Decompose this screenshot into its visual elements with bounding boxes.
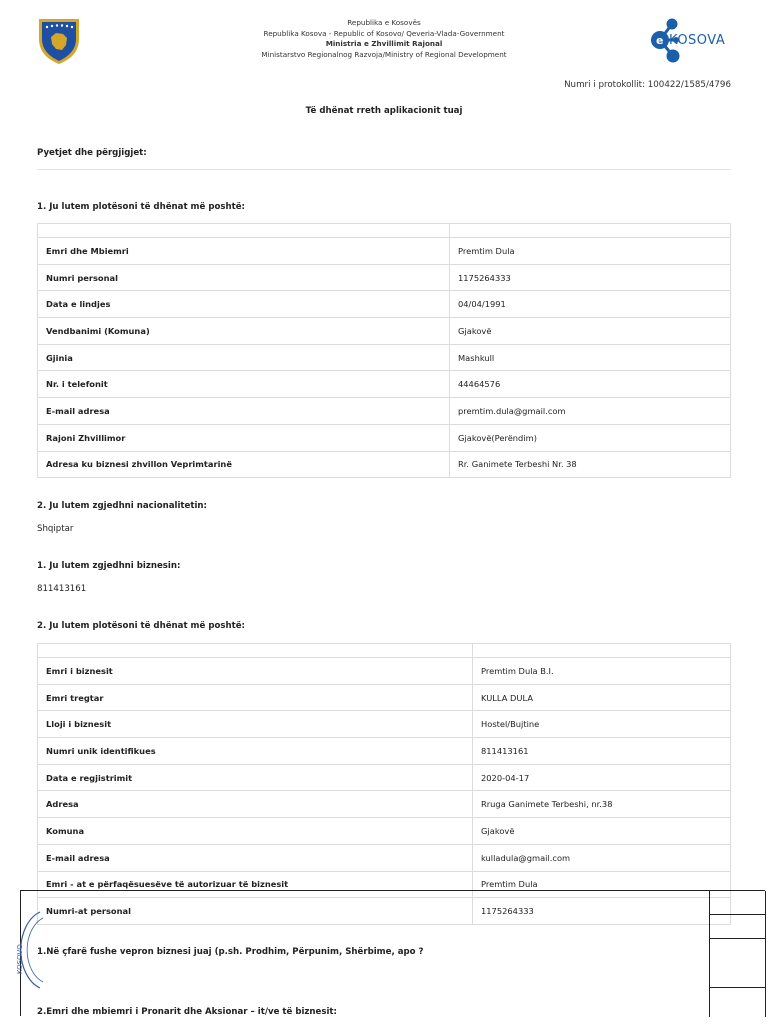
row-label: Numri personal xyxy=(38,264,450,291)
header-ministry: Ministria e Zhvillimit Rajonal xyxy=(325,39,443,48)
table-row xyxy=(38,684,731,711)
divider xyxy=(37,169,731,170)
row-label: Adresa xyxy=(38,791,473,818)
row-label: Lloji i biznesit xyxy=(38,711,473,738)
table-row xyxy=(38,711,731,738)
row-value: Rr. Ganimete Terbeshi Nr. 38 xyxy=(450,451,731,478)
row-value: 1175264333 xyxy=(450,264,731,291)
question-2: 2.Emri dhe mbiemri i Pronarit dhe Aksionar – it/ve të biznesit: xyxy=(37,1007,337,1017)
table-row xyxy=(38,764,731,791)
seal-text: KOSOVO xyxy=(16,944,24,974)
protocol-number: Numri i protokollit: 100422/1585/4796 xyxy=(564,80,731,90)
row-label: Emri - at e përfaqësuesëve të autorizuar të biznesit xyxy=(38,871,473,898)
table-row xyxy=(38,738,731,765)
row-label: Numri unik identifikues xyxy=(38,738,473,765)
section4-heading: 2. Ju lutem plotësoni të dhënat më poshtë: xyxy=(37,621,245,631)
row-value: 811413161 xyxy=(473,738,731,765)
stamp-line xyxy=(709,987,765,988)
row-value: 2020-04-17 xyxy=(473,764,731,791)
header-line-1: Republika e Kosovës xyxy=(347,18,421,27)
table-row xyxy=(38,791,731,818)
row-value: Mashkull xyxy=(450,344,731,371)
table-row xyxy=(38,398,731,425)
table-row xyxy=(38,291,731,318)
table-row xyxy=(38,818,731,845)
table-row xyxy=(38,264,731,291)
row-value: premtim.dula@gmail.com xyxy=(450,398,731,425)
stamp-line xyxy=(765,891,766,1017)
header-line-4: Ministarstvo Regionalnog Razvoja/Ministry of Regional Development xyxy=(261,49,507,59)
row-value: kulladula@gmail.com xyxy=(473,844,731,871)
stamp-line xyxy=(709,914,765,915)
row-label: Vendbanimi (Komuna) xyxy=(38,318,450,345)
row-label: Emri dhe Mbiemri xyxy=(38,238,450,265)
row-label: E-mail adresa xyxy=(38,844,473,871)
personal-data-table xyxy=(37,223,731,478)
row-value: Gjakovë xyxy=(473,818,731,845)
row-label: Nr. i telefonit xyxy=(38,371,450,398)
row-label: Komuna xyxy=(38,818,473,845)
section3-heading: 1. Ju lutem zgjedhni biznesin: xyxy=(37,561,181,571)
table-row xyxy=(38,344,731,371)
table-row xyxy=(38,371,731,398)
table-row xyxy=(38,658,731,685)
table-row xyxy=(38,238,731,265)
row-value: 04/04/1991 xyxy=(450,291,731,318)
row-label: E-mail adresa xyxy=(38,398,450,425)
row-value: 1175264333 xyxy=(473,898,731,925)
row-value: Premtim Dula xyxy=(473,871,731,898)
table-row xyxy=(38,424,731,451)
row-value: KULLA DULA xyxy=(473,684,731,711)
ekosova-logo-text: KOSOVA xyxy=(669,33,726,48)
table-row xyxy=(38,451,731,478)
qa-heading: Pyetjet dhe përgjigjet: xyxy=(37,148,147,158)
table-header-row xyxy=(38,644,731,658)
row-label: Emri i biznesit xyxy=(38,658,473,685)
stamp-line xyxy=(709,938,765,939)
row-label: Gjinia xyxy=(38,344,450,371)
row-value: Hostel/Bujtine xyxy=(473,711,731,738)
section2-heading: 2. Ju lutem zgjedhni nacionalitetin: xyxy=(37,501,207,511)
row-label: Data e regjistrimit xyxy=(38,764,473,791)
government-header xyxy=(200,18,568,60)
business-data-table xyxy=(37,643,731,925)
logo-e: e xyxy=(656,34,664,47)
question-1: 1.Në çfarë fushe vepron biznesi juaj (p.sh. Prodhim, Përpunim, Shërbime, apo ? xyxy=(37,947,424,957)
row-value: 44464576 xyxy=(450,371,731,398)
row-value: Premtim Dula xyxy=(450,238,731,265)
nationality-answer: Shqiptar xyxy=(37,524,74,534)
business-answer: 811413161 xyxy=(37,584,87,594)
row-value: Gjakovë(Perëndim) xyxy=(450,424,731,451)
row-label: Numri-at personal xyxy=(38,898,473,925)
row-label: Rajoni Zhvillimor xyxy=(38,424,450,451)
header-line-2: Republika Kosova - Republic of Kosovo/ Qeveria-Vlada-Government xyxy=(263,28,505,38)
row-label: Emri tregtar xyxy=(38,684,473,711)
row-label: Data e lindjes xyxy=(38,291,450,318)
table-header-row xyxy=(38,224,731,238)
row-value: Rruga Ganimete Terbeshi, nr.38 xyxy=(473,791,731,818)
table-row xyxy=(38,844,731,871)
section1-heading: 1. Ju lutem plotësoni të dhënat më poshtë: xyxy=(37,202,245,212)
table-row xyxy=(38,318,731,345)
row-value: Gjakovë xyxy=(450,318,731,345)
page-title: Të dhënat rreth aplikacionit tuaj xyxy=(305,106,463,116)
row-label: Adresa ku biznesi zhvillon Veprimtarinë xyxy=(38,451,450,478)
kosovo-emblem-icon xyxy=(36,15,82,65)
stamp-line xyxy=(709,891,710,1017)
row-value: Premtim Dula B.I. xyxy=(473,658,731,685)
